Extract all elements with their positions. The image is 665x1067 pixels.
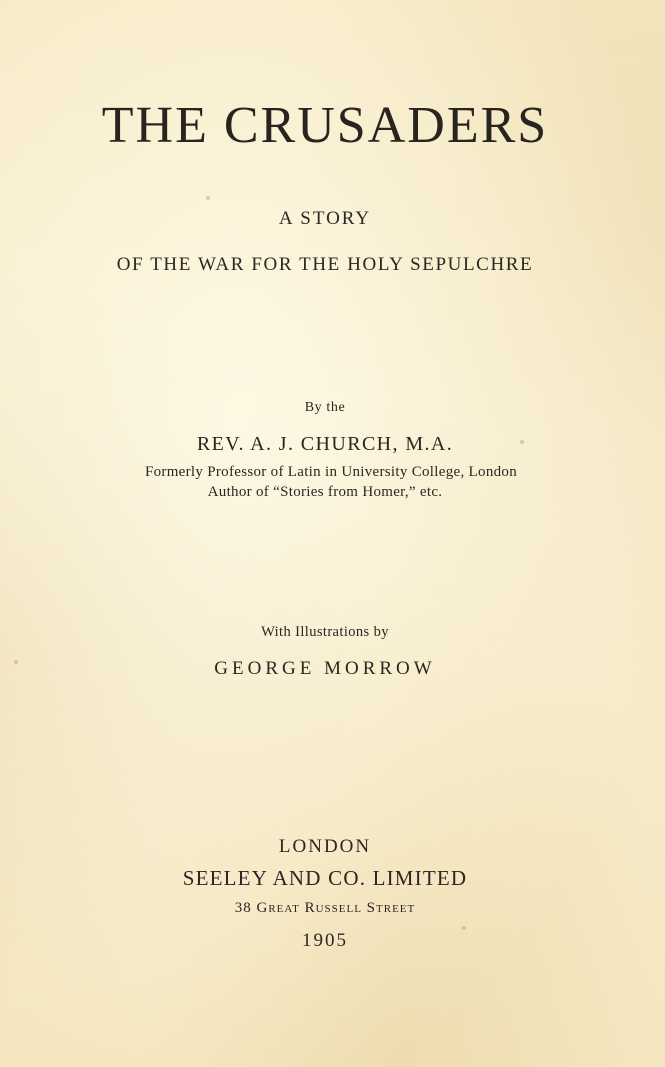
paper-speck	[14, 660, 18, 664]
subtitle-line-2: OF THE WAR FOR THE HOLY SEPULCHRE	[116, 254, 534, 275]
book-title: THE CRUSADERS	[101, 97, 549, 154]
publisher-city: LONDON	[278, 836, 372, 857]
paper-speck	[520, 440, 524, 444]
publisher-name: SEELEY AND CO. LIMITED	[182, 866, 468, 890]
author-name: REV. A. J. CHURCH, M.A.	[196, 433, 454, 455]
by-line: By the	[304, 400, 346, 415]
author-role: Formerly Professor of Latin in University College, London	[144, 464, 518, 480]
author-note: Author of “Stories from Homer,” etc.	[207, 484, 443, 500]
illustrator-name: GEORGE MORROW	[214, 658, 436, 679]
illustrations-intro: With Illustrations by	[261, 624, 389, 640]
publication-year: 1905	[302, 930, 348, 951]
subtitle-line-1: A STORY	[278, 208, 372, 229]
paper-speck	[462, 926, 466, 930]
paper-speck	[206, 196, 210, 200]
publisher-address: 38 Great Russell Street	[234, 900, 416, 916]
